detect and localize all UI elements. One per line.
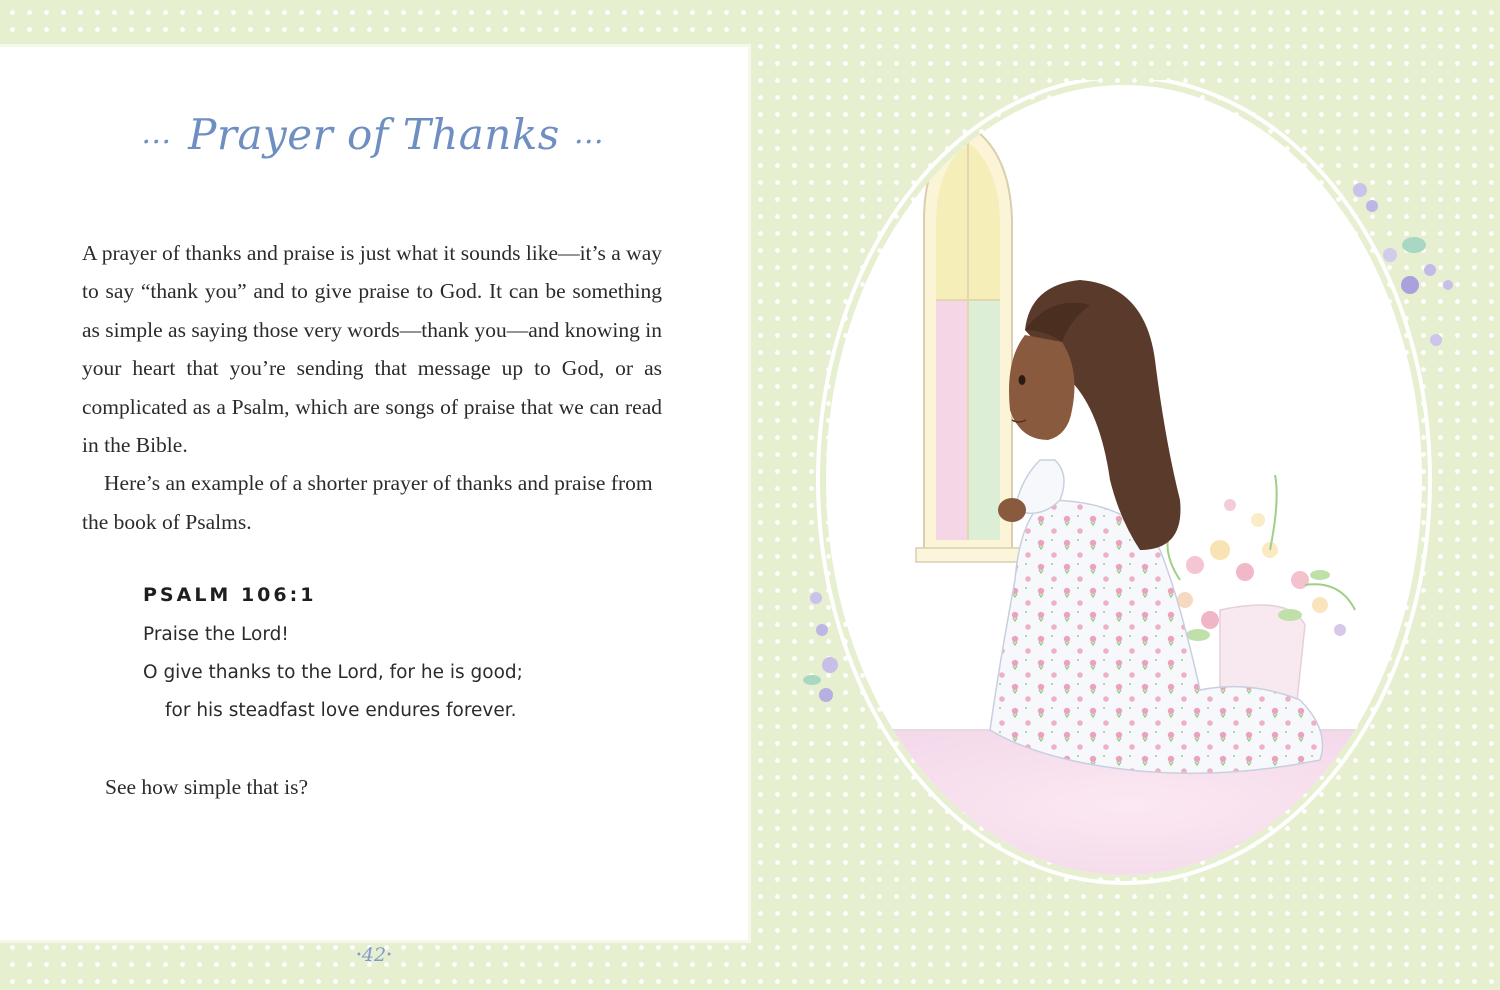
paragraph-2: Here’s an example of a shorter prayer of thanks and praise from the book of Psalms.: [82, 471, 653, 534]
title-text: Prayer of Thanks: [188, 110, 560, 159]
psalm-line-2: O give thanks to the Lord, for he is good;: [143, 662, 523, 683]
title-ornament-right: …: [573, 116, 607, 151]
page-number-dot-right: •: [386, 950, 392, 961]
psalm-line-3: for his steadfast love endures forever.: [165, 700, 517, 721]
body-text: [82, 234, 662, 541]
psalm-reference: PSALM 106:1: [143, 584, 317, 606]
paragraph-1: A prayer of thanks and praise is just what it sounds like—it’s a way to say “thank you” and to give praise to God. It can be something as simple as saying those very words—thank you—and knowing in your heart that you’re sending that message up to God, or as complicated as a Psalm, which are songs of praise that we can read in the Bible.: [82, 241, 662, 458]
page-number: [0, 944, 748, 966]
title-ornament-left: …: [141, 116, 175, 151]
page-title: [0, 110, 748, 159]
closing-text: See how simple that is?: [105, 775, 309, 799]
psalm-line-1: Praise the Lord!: [143, 624, 289, 645]
top-border-pattern: [0, 0, 1500, 22]
girl-face: [1009, 335, 1074, 440]
praying-girl-illustration: [800, 80, 1460, 920]
left-page: [0, 47, 748, 966]
page-number-dot-left: •: [356, 950, 362, 961]
page-number-value: 42: [361, 944, 387, 966]
girl-hands: [998, 498, 1026, 522]
